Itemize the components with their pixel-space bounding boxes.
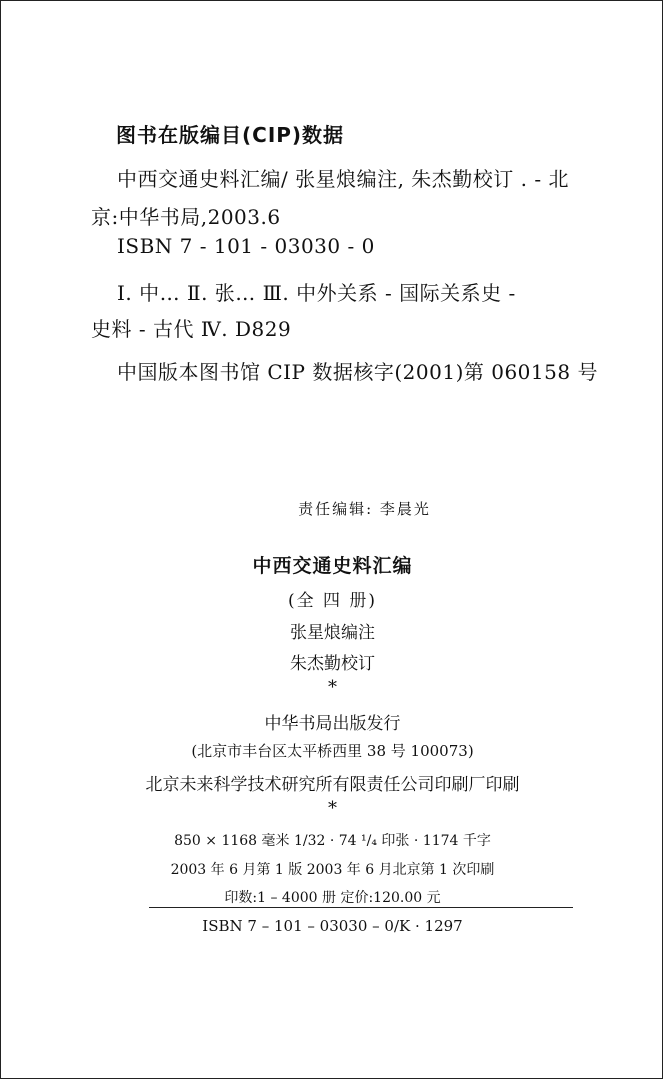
cip-subject-line-2: 史料 - 古代 Ⅳ. D829 [91, 317, 292, 341]
cip-line-1: 中西交通史料汇编/ 张星烺编注, 朱杰勤校订 . - 北 [117, 167, 569, 191]
cip-subject-line-1: Ⅰ. 中… Ⅱ. 张… Ⅲ. 中外关系 - 国际关系史 - [117, 281, 516, 305]
publisher-line: 中华书局出版发行 [264, 714, 401, 734]
printer-line: 北京未来科学技术研究所有限责任公司印刷厂印刷 [145, 775, 520, 795]
publisher-address: (北京市丰台区太平桥西里 38 号 100073) [191, 742, 474, 760]
cip-heading: 图书在版编目(CIP)数据 [116, 123, 345, 147]
separator-star: * [328, 677, 337, 698]
format-specs: 850 × 1168 毫米 1/32 · 74 ¹/₄ 印张 · 1174 千字 [174, 833, 491, 849]
volume-count: (全 四 册) [287, 591, 378, 611]
divider-rule [149, 907, 573, 908]
colophon-isbn: ISBN 7 – 101 – 03030 – 0/K · 1297 [202, 917, 463, 935]
reviser-credit: 朱杰勤校订 [290, 654, 375, 674]
print-run-price: 印数:1 – 4000 册 定价:120.00 元 [224, 890, 441, 906]
cip-line-2: 京:中华书局,2003.6 [91, 205, 281, 229]
cip-record-number: 中国版本图书馆 CIP 数据核字(2001)第 060158 号 [117, 360, 598, 384]
separator-star: * [328, 798, 337, 819]
author-credit: 张星烺编注 [290, 623, 375, 643]
responsible-editor: 责任编辑: 李晨光 [298, 500, 431, 518]
book-title: 中西交通史料汇编 [252, 555, 413, 577]
cip-isbn: ISBN 7 - 101 - 03030 - 0 [117, 234, 375, 258]
edition-info: 2003 年 6 月第 1 版 2003 年 6 月北京第 1 次印刷 [170, 862, 495, 878]
